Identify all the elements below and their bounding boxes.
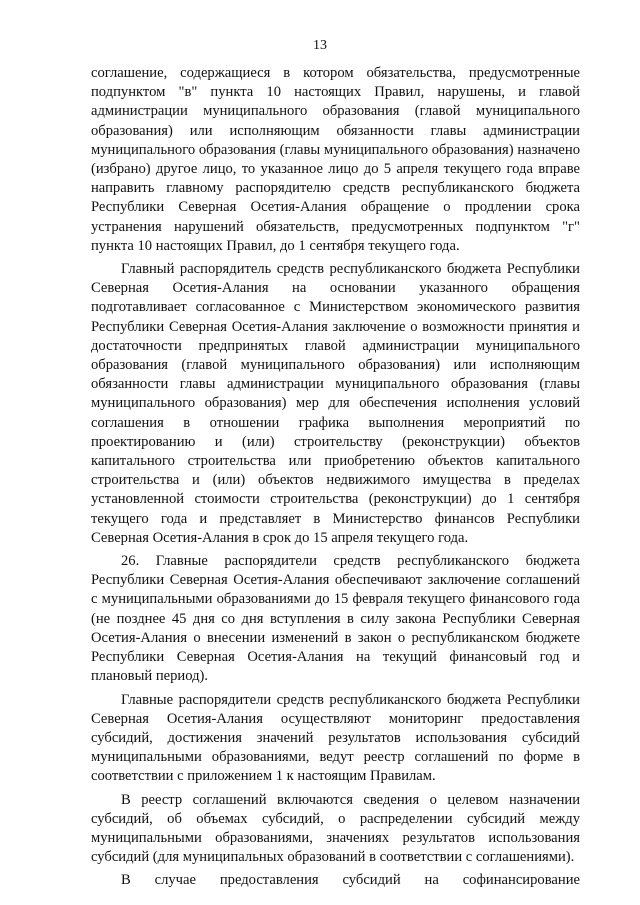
paragraph-registry: В реестр соглашений включаются сведения о целевом назначении субсидий, об объемах субсидий, о распределении субсидий между муниципальными образованиями, значениях результатов использования субсидий (для муниципальных образований в соответствии с соглашениями). bbox=[91, 791, 580, 866]
paragraph-main-distributor: Главный распорядитель средств республиканского бюджета Республики Северная Осетия-Алания на основании указанного обращения подготавливает согласованное с Министерством экономического развития Республики Северная Осетия-Алания заключение о возможности принятия и достаточности предпринятых главой администрации муниципального образования (главой муниципального образования) или исполняющим обязанности главы администрации муниципального образования (главы муниципального образования) мер для обеспечения исполнения условий соглашения в отношении графика выполнения мероприятий по проектированию и (или) строительству (реконструкции) объектов капитального строительства или приобретению объектов капитального строительства и (или) объектов недвижимого имущества в пределах установленной стоимости строительства (реконструкции) до 1 сентября текущего года и представляет в Министерство финансов Республики Северная Осетия-Алания в срок до 15 апреля текущего года. bbox=[91, 261, 580, 546]
paragraph-cofinancing: В случае предоставления субсидий на софинансирование bbox=[121, 872, 580, 889]
paragraph-monitoring: Главные распорядители средств республиканского бюджета Республики Северная Осетия-Алания осуществляют мониторинг предоставления субсидий, достижения значений результатов использования субсидий муниципальными образованиями, ведут реестр соглашений по форме в соответствии с приложением 1 к настоящим Правилам. bbox=[91, 691, 580, 785]
document-body bbox=[91, 64, 580, 895]
paragraph-item-26: 26. Главные распорядители средств республиканского бюджета Республики Северная Осетия-Алания обеспечивают заключение соглашений с муниципальными образованиями до 15 февраля текущего финансового года (не позднее 45 дня со дня вступления в силу закона Республики Северная Осетия-Алания о внесении изменений в закон о республиканском бюджете Республики Северная Осетия-Алания на текущий финансовый год и плановый период). bbox=[91, 553, 580, 685]
page-number: 13 bbox=[313, 38, 327, 53]
paragraph-continuation: соглашение, содержащиеся в котором обязательства, предусмотренные подпунктом "в" пункта 10 настоящих Правил, нарушены, и главой администрации муниципального образования (главой муниципального образования) или исполняющим обязанности главы администрации муниципального образования (главы муниципального образования) назначено (избрано) другое лицо, то указанное лицо до 5 апреля текущего года вправе направить главному распорядителю средств республиканского бюджета Республики Северная Осетия-Алания обращение о продлении срока устранения нарушений обязательств, предусмотренных подпунктом "г" пункта 10 настоящих Правил, до 1 сентября текущего года. bbox=[91, 65, 580, 254]
